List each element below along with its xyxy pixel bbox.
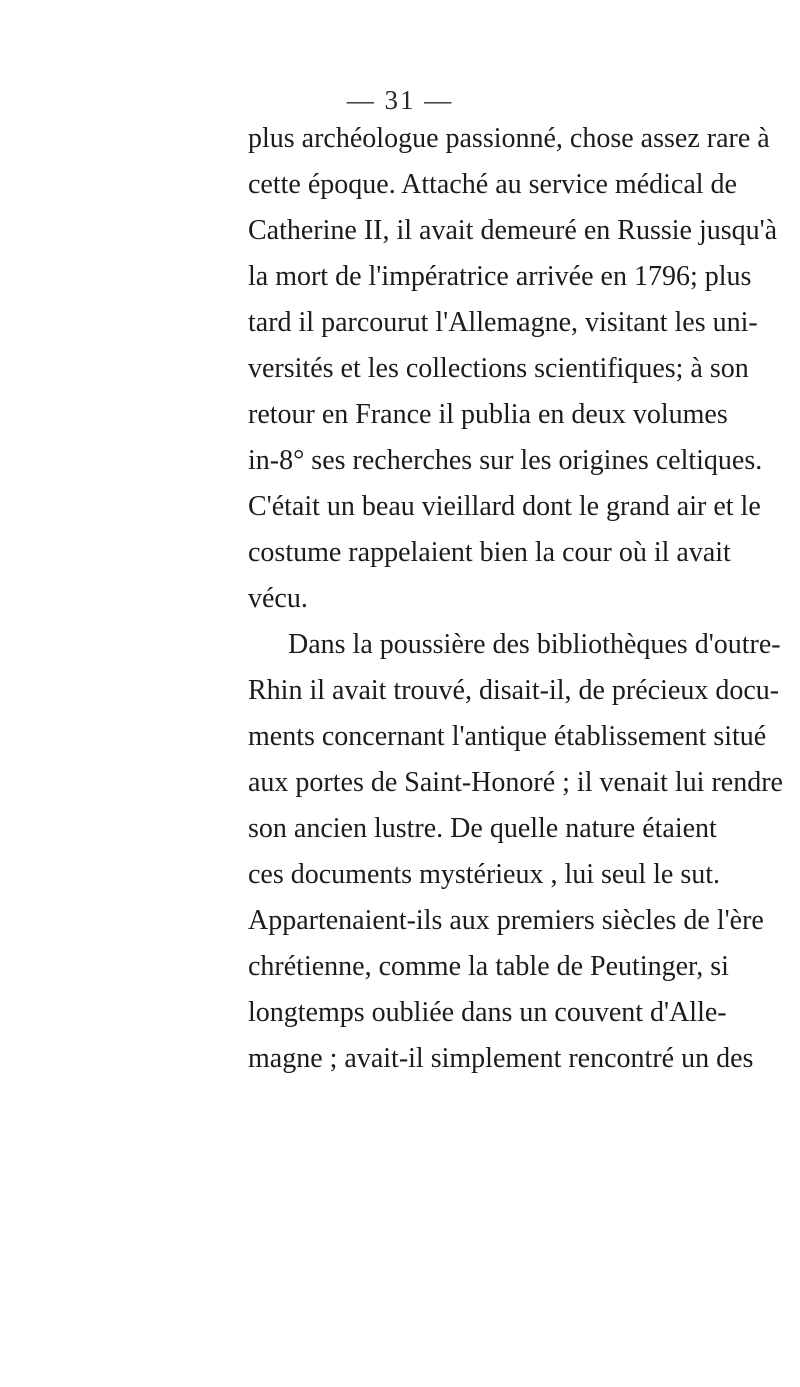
text-line: son ancien lustre. De quelle nature étaient (248, 813, 717, 844)
text-line: chrétienne, comme la table de Peutinger, si (248, 951, 729, 982)
text-line: longtemps oubliée dans un couvent d'Alle- (248, 997, 727, 1028)
text-line: Catherine II, il avait demeuré en Russie jusqu'à (248, 215, 778, 246)
text-line: ces documents mystérieux , lui seul le sut. (248, 859, 721, 890)
body-text (248, 116, 783, 1082)
text-line: cette époque. Attaché au service médical de (248, 169, 737, 200)
text-line: Appartenaient-ils aux premiers siècles de l'ère (248, 905, 764, 936)
text-line: versités et les collections scientifiques; à son (248, 353, 749, 384)
text-line: in-8° ses recherches sur les origines celtiques. (248, 445, 763, 476)
text-line: plus archéologue passionné, chose assez rare à (248, 123, 770, 154)
page-number: — 31 — (346, 85, 454, 115)
text-line: ments concernant l'antique établissement situé (248, 721, 767, 752)
text-line: C'était un beau vieillard dont le grand air et le (248, 491, 761, 522)
text-line: costume rappelaient bien la cour où il avait (248, 537, 731, 568)
text-line: Rhin il avait trouvé, disait-il, de précieux docu- (248, 675, 780, 706)
paragraph-start-line: Dans la poussière des bibliothèques d'outre- (288, 629, 781, 660)
paragraph-end-line: vécu. (248, 583, 308, 614)
text-line: retour en France il publia en deux volumes (248, 399, 728, 430)
text-line: la mort de l'impératrice arrivée en 1796; plus (248, 261, 752, 292)
text-line: aux portes de Saint-Honoré ; il venait lui rendre (248, 767, 783, 798)
text-line: magne ; avait-il simplement rencontré un des (248, 1043, 754, 1074)
text-line: tard il parcourut l'Allemagne, visitant les uni- (248, 307, 758, 338)
